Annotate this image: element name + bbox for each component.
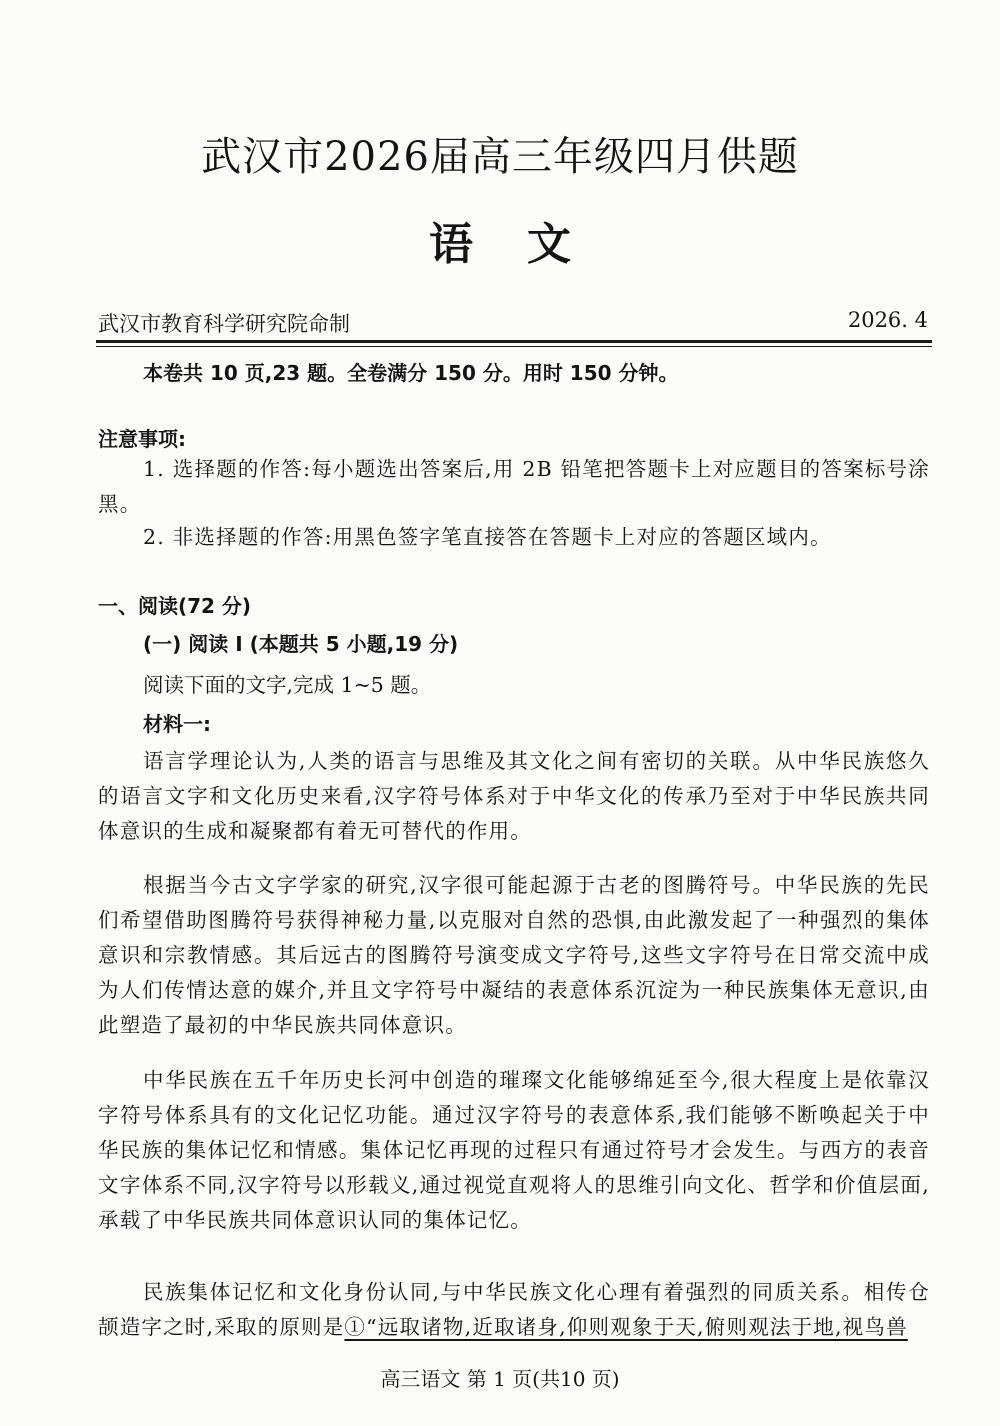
subject-title: 语文 [429, 219, 625, 270]
passage-paragraph: 根据当今古文字学家的研究,汉字很可能起源于古老的图腾符号。中华民族的先民们希望借助图腾符号获得神秘力量,以克服对自然的恐惧,由此激发起了一种强烈的集体意识和宗教情感。其后远古的图腾符号演变成文字符号,这些文字符号在日常交流中成为人们传情达意的媒介,并且文字符号中凝结的表意体系沉淀为一种民族集体无意识,由此塑造了最初的中华民族共同体意识。 [98, 873, 930, 1037]
exam-date: 2026. 4 [847, 308, 928, 332]
page-footer: 高三语文 第 1 页(共10 页) [380, 1367, 620, 1391]
material-label: 材料一: [143, 712, 211, 736]
passage-paragraph: 中华民族在五千年历史长河中创造的璀璨文化能够绵延至今,很大程度上是依靠汉字符号体系具有的文化记忆功能。通过汉字符号的表意体系,我们能够不断唤起关于中华民族的集体记忆和情感。集体记忆再现的过程只有通过符号才会发生。与西方的表音文字体系不同,汉字符号以形载义,通过视觉直观将人的思维引向文化、哲学和价值层面,承载了中华民族共同体意识认同的集体记忆。 [98, 1068, 930, 1232]
passage-text: 民族集体记忆和文化身份认同,与中华民族文化心理有着强烈的同质关系。相传仓颉造字之时,采取的原则是 [98, 1280, 930, 1339]
section-heading: 一、阅读(72 分) [98, 594, 252, 618]
header-rule-thick [96, 340, 932, 343]
passage-paragraph-last [98, 1275, 930, 1345]
notice-item: 1. 选择题的作答:每小题选出答案后,用 2B 铅笔把答题卡上对应题目的答案标号涂黑。 [98, 457, 930, 516]
header-rule-thin [96, 346, 932, 347]
notice-item: 2. 非选择题的作答:用黑色签字笔直接答在答题卡上对应的答题区域内。 [143, 525, 832, 549]
exam-summary: 本卷共 10 页,23 题。全卷满分 150 分。用时 150 分钟。 [143, 361, 679, 385]
notice-heading: 注意事项: [98, 427, 186, 451]
exam-title: 武汉市2026届高三年级四月供题 [201, 134, 799, 180]
underlined-quote: ①“远取诸物,近取诸身,仰则观象于天,俯则观法于地,视鸟兽 [344, 1315, 908, 1339]
reading-instruction: 阅读下面的文字,完成 1~5 题。 [143, 673, 432, 697]
issuer: 武汉市教育科学研究院命制 [98, 312, 350, 336]
passage-paragraph: 语言学理论认为,人类的语言与思维及其文化之间有密切的关联。从中华民族悠久的语言文字和文化历史来看,汉字符号体系对于中华文化的传承乃至对于中华民族共同体意识的生成和凝聚都有着无可替代的作用。 [98, 749, 930, 843]
subsection-heading: (一) 阅读 I (本题共 5 小题,19 分) [143, 632, 459, 656]
